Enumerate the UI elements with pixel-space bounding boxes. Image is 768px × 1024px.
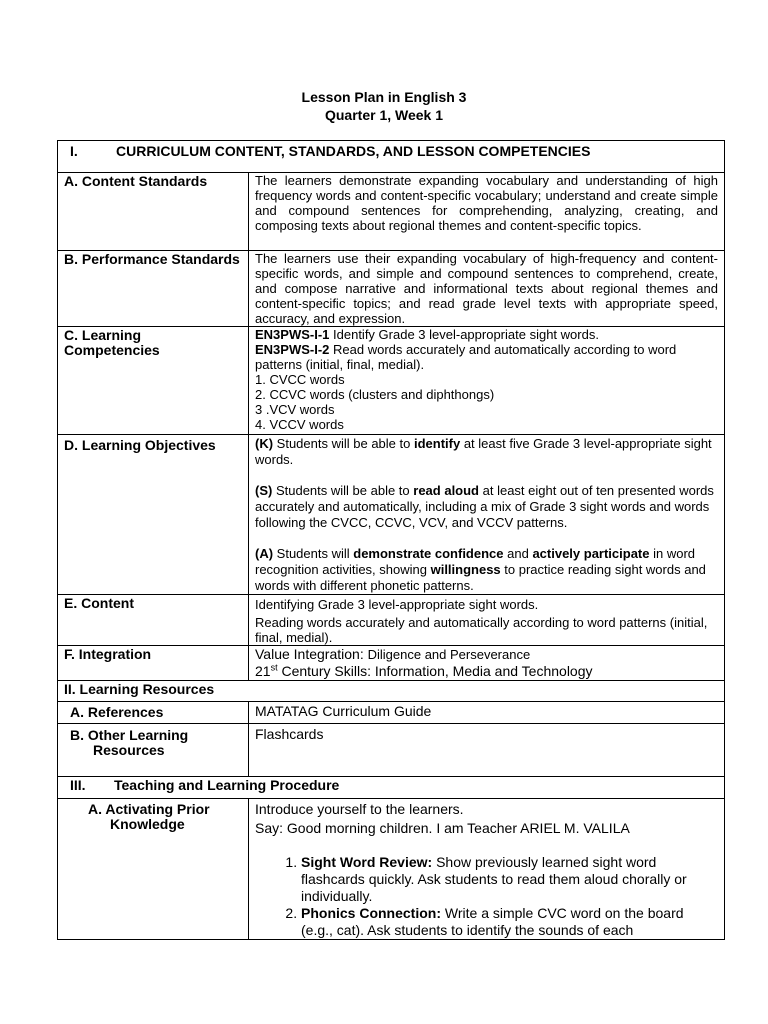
document-subtitle: Quarter 1, Week 1	[324, 107, 444, 123]
content-standards-label: A. Content Standards	[58, 173, 249, 251]
performance-standards-row	[58, 251, 725, 327]
competency-code-1: EN3PWS-I-1	[255, 327, 330, 342]
competencies-label	[58, 327, 249, 435]
competency-code-2: EN3PWS-I-2	[255, 342, 330, 357]
references-label: A. References	[58, 702, 249, 724]
objective-attitude: (A) Students will demonstrate confidence and actively participate in word recognition activities, showing willingness to practice reading sight words and words with different phonetic patterns.	[255, 546, 706, 593]
competency-item: 4. VCCV words	[255, 417, 344, 432]
century-skills: 21st Century Skills: Information, Media and Technology	[255, 662, 593, 679]
value-integration-label: Value Integration:	[255, 646, 368, 662]
activating-label: A. Activating Prior Knowledge	[58, 799, 249, 940]
integration-cell	[249, 646, 725, 681]
competency-item: 3 .VCV words	[255, 402, 335, 417]
list-item: 2. Phonics Connection: Write a simple CVC word on the board (e.g., cat). Ask students to identify the sounds of each	[301, 905, 718, 939]
other-resources-text: Flashcards	[249, 724, 725, 777]
integration-label: F. Integration	[58, 646, 249, 681]
other-resources-row	[58, 724, 725, 777]
section-1-heading: CURRICULUM CONTENT, STANDARDS, AND LESSON COMPETENCIES	[116, 143, 591, 159]
activating-intro: Introduce yourself to the learners.	[255, 801, 464, 817]
section-3-heading: Teaching and Learning Procedure	[114, 777, 340, 793]
content-row	[58, 595, 725, 646]
competency-item: 1. CVCC words	[255, 372, 345, 387]
references-text: MATATAG Curriculum Guide	[249, 702, 725, 724]
document-title: Lesson Plan in English 3	[301, 89, 467, 105]
lesson-plan-table	[57, 140, 725, 940]
references-row	[58, 702, 725, 724]
content-line-1: Identifying Grade 3 level-appropriate sight words.	[255, 597, 539, 612]
performance-standards-text: The learners use their expanding vocabulary of high-frequency and content-specific words, and simple and compound sentences to comprehend, create, and compose narrative and informational texts about regional themes and content-specific topics; and read grade level texts with appropriate speed, accuracy, and expression.	[249, 251, 725, 327]
content-label: E. Content	[58, 595, 249, 646]
activating-row	[58, 799, 725, 940]
performance-standards-label: B. Performance Standards	[58, 251, 249, 327]
section-1-numeral: I.	[70, 143, 78, 159]
other-resources-label: B. Other Learning Resources	[58, 724, 249, 777]
activating-cell	[249, 799, 725, 940]
competencies-row	[58, 327, 725, 435]
competencies-label-line2: Competencies	[64, 342, 160, 358]
objectives-row	[58, 435, 725, 595]
activating-steps	[255, 854, 718, 939]
objectives-cell	[249, 435, 725, 595]
section-2-row	[58, 681, 725, 702]
competency-text-1: Identify Grade 3 level-appropriate sight words.	[329, 327, 599, 342]
content-standards-text: The learners demonstrate expanding vocabulary and understanding of high frequency words and content-specific vocabulary; understand and create simple and compound sentences for comprehending, analyzing, creating, and composing texts about regional themes and content-specific topics.	[249, 173, 725, 251]
content-cell	[249, 595, 725, 646]
objective-skill: (S) Students will be able to read aloud at least eight out of ten presented words accurately and automatically, including a mix of Grade 3 sight words and words following the CVCC, CCVC, VCV, and VCCV patterns.	[255, 483, 714, 530]
competencies-label-line1: C. Learning	[64, 327, 142, 343]
section-1-row	[58, 141, 725, 173]
objective-knowledge: (K) Students will be able to identify at least five Grade 3 level-appropriate sight words.	[255, 436, 712, 467]
content-line-2: Reading words accurately and automatically according to word patterns (initial, final, medial).	[255, 615, 708, 645]
section-3-row	[58, 777, 725, 799]
objectives-label: D. Learning Objectives	[58, 435, 249, 595]
competency-text-2: Read words accurately and automatically according to word patterns (initial, final, medial).	[255, 342, 677, 372]
competency-item: 2. CCVC words (clusters and diphthongs)	[255, 387, 495, 402]
list-item: 1. Sight Word Review: Show previously learned sight word flashcards quickly. Ask students to read them aloud chorally or individually.	[301, 854, 718, 905]
content-standards-row	[58, 173, 725, 251]
section-3-numeral: III.	[70, 777, 86, 793]
activating-say: Say: Good morning children. I am Teacher ARIEL M. VALILA	[255, 820, 630, 836]
value-integration-text: Diligence and Perseverance	[367, 647, 531, 662]
integration-row	[58, 646, 725, 681]
section-2-heading: II. Learning Resources	[58, 681, 725, 702]
competencies-cell	[249, 327, 725, 435]
